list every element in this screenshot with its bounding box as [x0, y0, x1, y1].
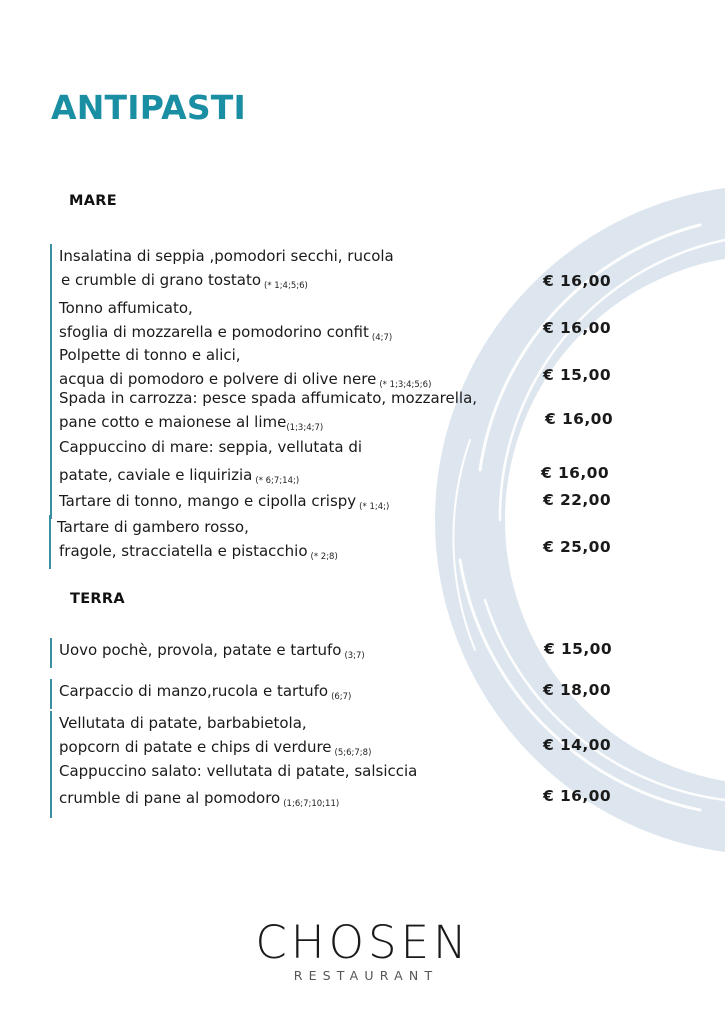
dish-description: Cappuccino di mare: seppia, vellutata di: [59, 438, 363, 456]
allergen-codes: (* 1;3;4;5;6): [379, 380, 432, 390]
dish-description: Insalatina di seppia ,pomodori secchi, rucola: [59, 247, 394, 265]
page-title: ANTIPASTI: [51, 88, 246, 127]
restaurant-logo: [250, 916, 476, 983]
logo-subtitle: RESTAURANT: [293, 968, 439, 983]
dish-price: € 15,00: [544, 640, 613, 658]
dish-price: € 16,00: [541, 464, 610, 482]
dish-price: € 25,00: [543, 538, 612, 556]
dish-price: € 16,00: [543, 787, 612, 805]
dish-price: € 16,00: [545, 410, 614, 428]
logo-name: CHOSEN: [255, 916, 471, 969]
dish-description: sfoglia di mozzarella e pomodorino confit: [59, 323, 369, 341]
dish-price: € 18,00: [543, 681, 612, 699]
dish-price: € 14,00: [543, 736, 612, 754]
dish-description: Carpaccio di manzo,rucola e tartufo: [59, 682, 329, 700]
dish-price: € 16,00: [543, 319, 612, 337]
dish-price: € 22,00: [543, 491, 612, 509]
dish-price: € 15,00: [543, 366, 612, 384]
section-title-mare: MARE: [69, 193, 117, 209]
dish-description: Tartare di gambero rosso,: [57, 518, 249, 536]
dish-description: Spada in carrozza: pesce spada affumicato, mozzarella,: [59, 389, 478, 407]
dish-description: acqua di pomodoro e polvere di olive nere: [59, 370, 377, 388]
dish-description: patate, caviale e liquirizia: [59, 466, 253, 484]
dish-item: [50, 758, 417, 818]
dish-price: € 16,00: [543, 272, 612, 290]
dish-item: [50, 386, 477, 440]
dish-description: Vellutata di patate, barbabietola,: [59, 714, 307, 732]
dish-item: [50, 679, 351, 709]
dish-description: Uovo pochè, provola, patate e tartufo: [59, 641, 342, 659]
dish-description: Tonno affumicato,: [59, 299, 193, 317]
allergen-codes: (1;3;4;7): [286, 423, 324, 433]
dish-description: fragole, stracciatella e pistacchio: [59, 542, 308, 560]
dish-item: [50, 244, 394, 298]
dish-item: [50, 433, 362, 495]
dish-description: e crumble di grano tostato: [61, 271, 262, 289]
dish-description: pane cotto e maionese al lime: [59, 413, 287, 431]
dish-item: [50, 638, 365, 668]
dish-description: Cappuccino salato: vellutata di patate, salsiccia: [59, 762, 418, 780]
dish-description: Polpette di tonno e alici,: [59, 346, 241, 364]
allergen-codes: (1;6;7;10;11): [283, 799, 340, 809]
allergen-codes: (* 1;4;5;6): [264, 281, 308, 291]
section-title-terra: TERRA: [70, 591, 125, 607]
allergen-codes: (5;6;7;8): [334, 748, 372, 758]
allergen-codes: (6;7): [331, 692, 352, 702]
dish-item: [50, 296, 392, 350]
dish-description: crumble di pane al pomodoro: [59, 789, 281, 807]
dish-item: [50, 711, 371, 765]
allergen-codes: (3;7): [344, 651, 365, 661]
dish-description: Tartare di tonno, mango e cipolla crispy: [59, 492, 357, 510]
allergen-codes: (* 1;4;): [359, 502, 390, 512]
allergen-codes: (* 6;7;14;): [255, 476, 300, 486]
allergen-codes: (* 2;8): [310, 552, 338, 562]
allergen-codes: (4;7): [371, 333, 393, 343]
dish-description: popcorn di patate e chips di verdure: [59, 738, 332, 756]
dish-item: [49, 515, 338, 569]
